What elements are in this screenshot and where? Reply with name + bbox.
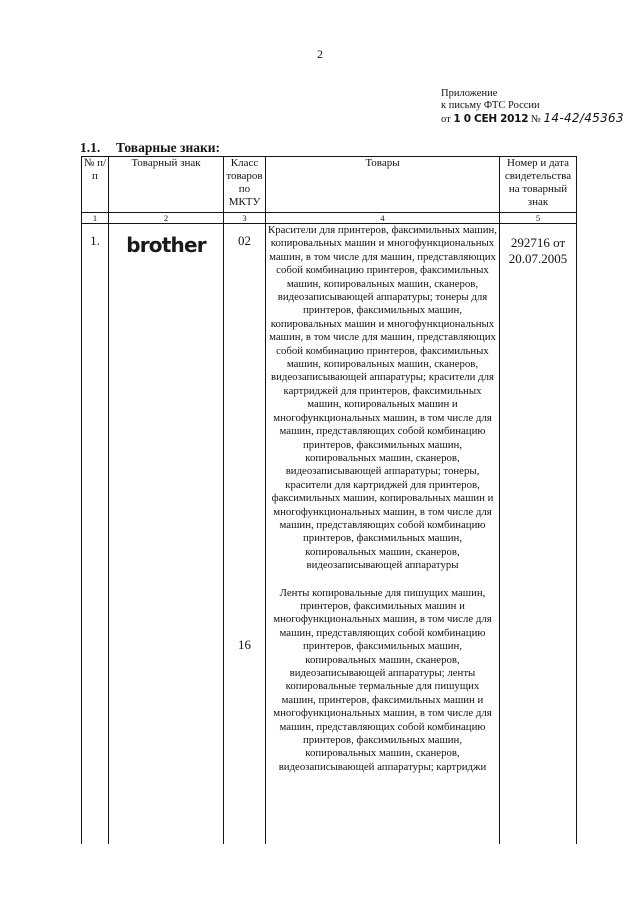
class-number: 02 [238,233,251,248]
goods-description: Красители для принтеров, факсимильных машин, копировальных машин и многофункциональных машин, в том числе для машин, представляющих собой комбинацию принтеров, факсимильных машин, копировальных машин, сканеров, видеозаписывающей аппаратуры; тонеры для принтеров, факсимильных машин, копировальных машин и многофункциональных машин, в том числе для машин, представляющих собой комбинацию принтеров, факсимильных машин, копировальных машин, сканеров, видеозаписывающей аппаратуры; красители для картриджей для принтеров, факсимильных машин, копировальных машин и многофункциональных машин, в том числе для машин, представляющих собой комбинацию принтеров, факсимильных машин, копировальных машин, сканеров, видеозаписывающей аппаратуры; тонеры, красители для картриджей для принтеров, факсимильных машин, копировальных машин и многофункциональных машин, в том числе для машин, представляющих собой комбинацию принтеров, факсимильных машин, копировальных машин, сканеров, видеозаписывающей аппаратуры [268,224,497,572]
goods-description: Ленты копировальные для пишущих машин, принтеров, факсимильных машин и многофункциональных машин, в том числе для машин, представляющих собой комбинацию принтеров, факсимильных машин, копировальных машин, сканеров, видеозаписывающей аппаратуры; ленты копировальные термальные для пишущих машин, принтеров, факсимильных машин и многофункциональных машин, в том числе для машин, представляющих собой комбинацию принтеров, факсимильных машин, копировальных машин, сканеров, видеозаписывающей аппаратуры; картриджи [273,586,492,773]
annex-letter-number: 14-42/45363 [543,111,624,125]
annex-title: Приложение [441,88,498,99]
trademark-table [81,156,577,844]
row-number: 1. [82,224,109,844]
header-registration: Номер и дата свидетельства на товарный знак [500,157,577,213]
class-cell [224,224,266,844]
header-class: Класс товаров по МКТУ [224,157,266,213]
goods-cell [266,224,500,844]
table-header-row [82,157,577,213]
registration-cell: 292716 от 20.07.2005 [500,224,577,844]
section-number: 1.1. [80,140,101,155]
annex-date-number-line [441,112,624,126]
column-index: 3 [224,213,266,224]
table-row [82,224,577,844]
annex-date-stamp: 1 0 СЕН 2012 [453,113,529,125]
brother-logo [123,233,209,257]
header-num: № п/п [82,157,109,213]
column-index: 1 [82,213,109,224]
header-goods: Товары [266,157,500,213]
column-index: 4 [266,213,500,224]
column-index-row [82,213,577,224]
column-index: 2 [109,213,224,224]
annex-number-sign: № [530,114,541,125]
page-number: 2 [317,47,323,61]
section-title: Товарные знаки: [116,140,221,155]
annex-block [441,88,624,126]
annex-from-label: от [441,114,451,125]
column-index: 5 [500,213,577,224]
class-number: 16 [238,637,251,652]
annex-letter-ref: к письму ФТС России [441,100,540,111]
header-trademark: Товарный знак [109,157,224,213]
trademark-logo [109,224,224,844]
section-heading [80,140,220,156]
brother-logo-wordmark: brother [126,233,206,257]
